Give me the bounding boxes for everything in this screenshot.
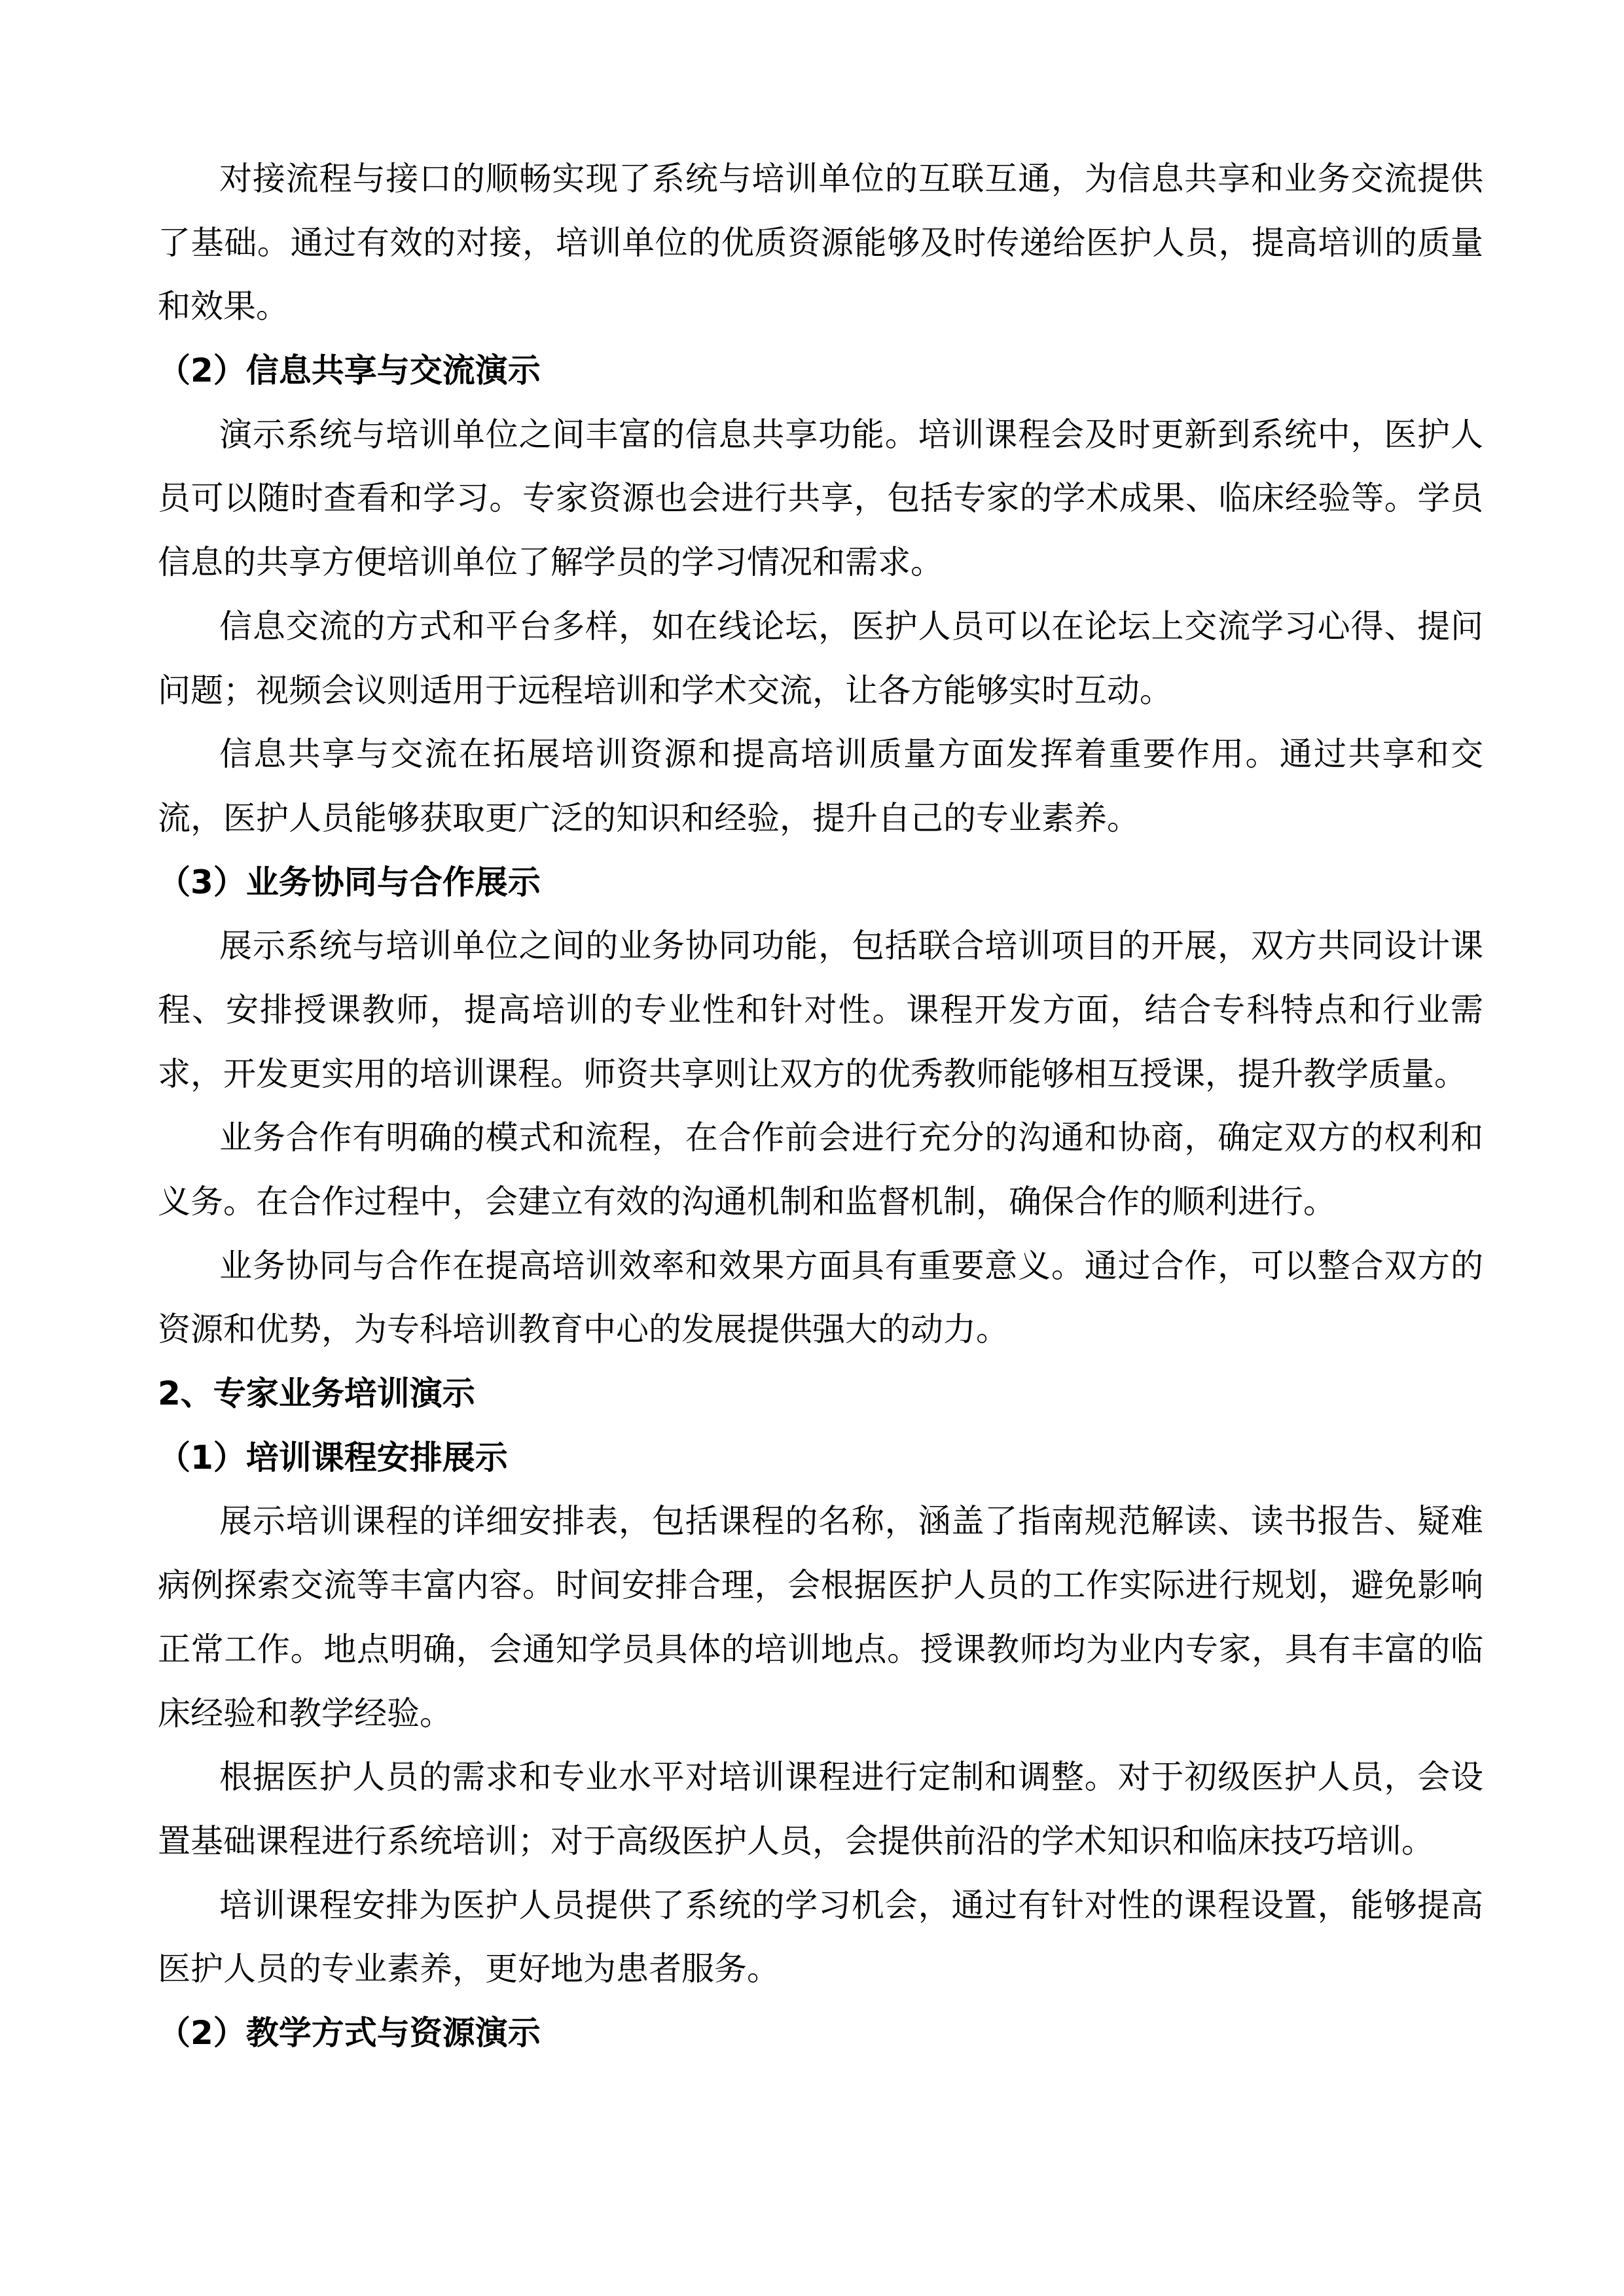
- paragraph-line: 义务。在合作过程中，会建立有效的沟通机制和监督机制，确保合作的顺利进行。: [158, 1183, 1336, 1221]
- paragraph: [158, 1234, 1483, 1362]
- paragraph-line: 置基础课程进行系统培训；对于高级医护人员，会提供前沿的学术知识和临床技巧培训。: [158, 1821, 1434, 1860]
- section-heading: （3）业务协同与合作展示: [158, 863, 541, 901]
- paragraph-line: 床经验和教学经验。: [158, 1694, 452, 1732]
- paragraph: [158, 1106, 1483, 1234]
- paragraph-line: 程、安排授课教师，提高培训的专业性和针对性。课程开发方面，结合专科特点和行业需: [158, 990, 1483, 1029]
- paragraph-line: 医护人员的专业素养，更好地为患者服务。: [158, 1950, 780, 1988]
- paragraph-line: 展示系统与培训单位之间的业务协同功能，包括联合培训项目的开展，双方共同设计课: [219, 927, 1483, 965]
- paragraph: [158, 914, 1483, 1106]
- paragraph-line: 资源和优势，为专科培训教育中心的发展提供强大的动力。: [158, 1310, 1009, 1349]
- paragraph-line: 正常工作。地点明确，会通知学员具体的培训地点。授课教师均为业内专家，具有丰富的临: [158, 1630, 1483, 1668]
- paragraph-line: 对接流程与接口的顺畅实现了系统与培训单位的互联互通，为信息共享和业务交流提供: [219, 160, 1483, 198]
- paragraph-line: 演示系统与培训单位之间丰富的信息共享功能。培训课程会及时更新到系统中，医护人: [219, 415, 1483, 454]
- paragraph-line: 根据医护人员的需求和专业水平对培训课程进行定制和调整。对于初级医护人员，会设: [219, 1758, 1483, 1797]
- section-heading: （2）信息共享与交流演示: [158, 351, 541, 390]
- paragraph-line: 流，医护人员能够获取更广泛的知识和经验，提升自己的专业素养。: [158, 798, 1140, 837]
- paragraph-line: 信息交流的方式和平台多样，如在线论坛，医护人员可以在论坛上交流学习心得、提问: [219, 607, 1483, 645]
- document-page: [158, 147, 1483, 2066]
- section-heading: （2）教学方式与资源演示: [158, 2013, 541, 2052]
- paragraph-line: 业务协同与合作在提高培训效率和效果方面具有重要意义。通过合作，可以整合双方的: [219, 1246, 1483, 1285]
- paragraph: [158, 403, 1483, 595]
- paragraph-line: 业务合作有明确的模式和流程，在合作前会进行充分的沟通和协商，确定双方的权利和: [219, 1119, 1483, 1157]
- paragraph-line: 病例探索交流等丰富内容。时间安排合理，会根据医护人员的工作实际进行规划，避免影响: [158, 1566, 1483, 1605]
- paragraph-line: 和效果。: [158, 287, 289, 326]
- paragraph: [158, 1746, 1483, 1873]
- paragraph-line: 展示培训课程的详细安排表，包括课程的名称，涵盖了指南规范解读、读书报告、疑难: [219, 1502, 1483, 1541]
- section-heading: （1）培训课程安排展示: [158, 1438, 508, 1477]
- section-heading: 2、专家业务培训演示: [158, 1374, 475, 1413]
- paragraph-line: 了基础。通过有效的对接，培训单位的优质资源能够及时传递给医护人员，提高培训的质量: [158, 223, 1483, 262]
- paragraph-line: 员可以随时查看和学习。专家资源也会进行共享，包括专家的学术成果、临床经验等。学员: [158, 479, 1483, 518]
- paragraph-line: 信息共享与交流在拓展培训资源和提高培训质量方面发挥着重要作用。通过共享和交: [219, 735, 1483, 774]
- paragraph: [158, 723, 1483, 850]
- paragraph: [158, 147, 1483, 339]
- paragraph-line: 信息的共享方便培训单位了解学员的学习情况和需求。: [158, 543, 943, 582]
- paragraph-line: 问题；视频会议则适用于远程培训和学术交流，让各方能够实时互动。: [158, 671, 1172, 709]
- paragraph-line: 培训课程安排为医护人员提供了系统的学习机会，通过有针对性的课程设置，能够提高: [219, 1886, 1483, 1924]
- paragraph: [158, 595, 1483, 723]
- paragraph: [158, 1874, 1483, 2001]
- paragraph: [158, 1490, 1483, 1746]
- paragraph-line: 求，开发更实用的培训课程。师资共享则让双方的优秀教师能够相互授课，提升教学质量。: [158, 1054, 1467, 1093]
